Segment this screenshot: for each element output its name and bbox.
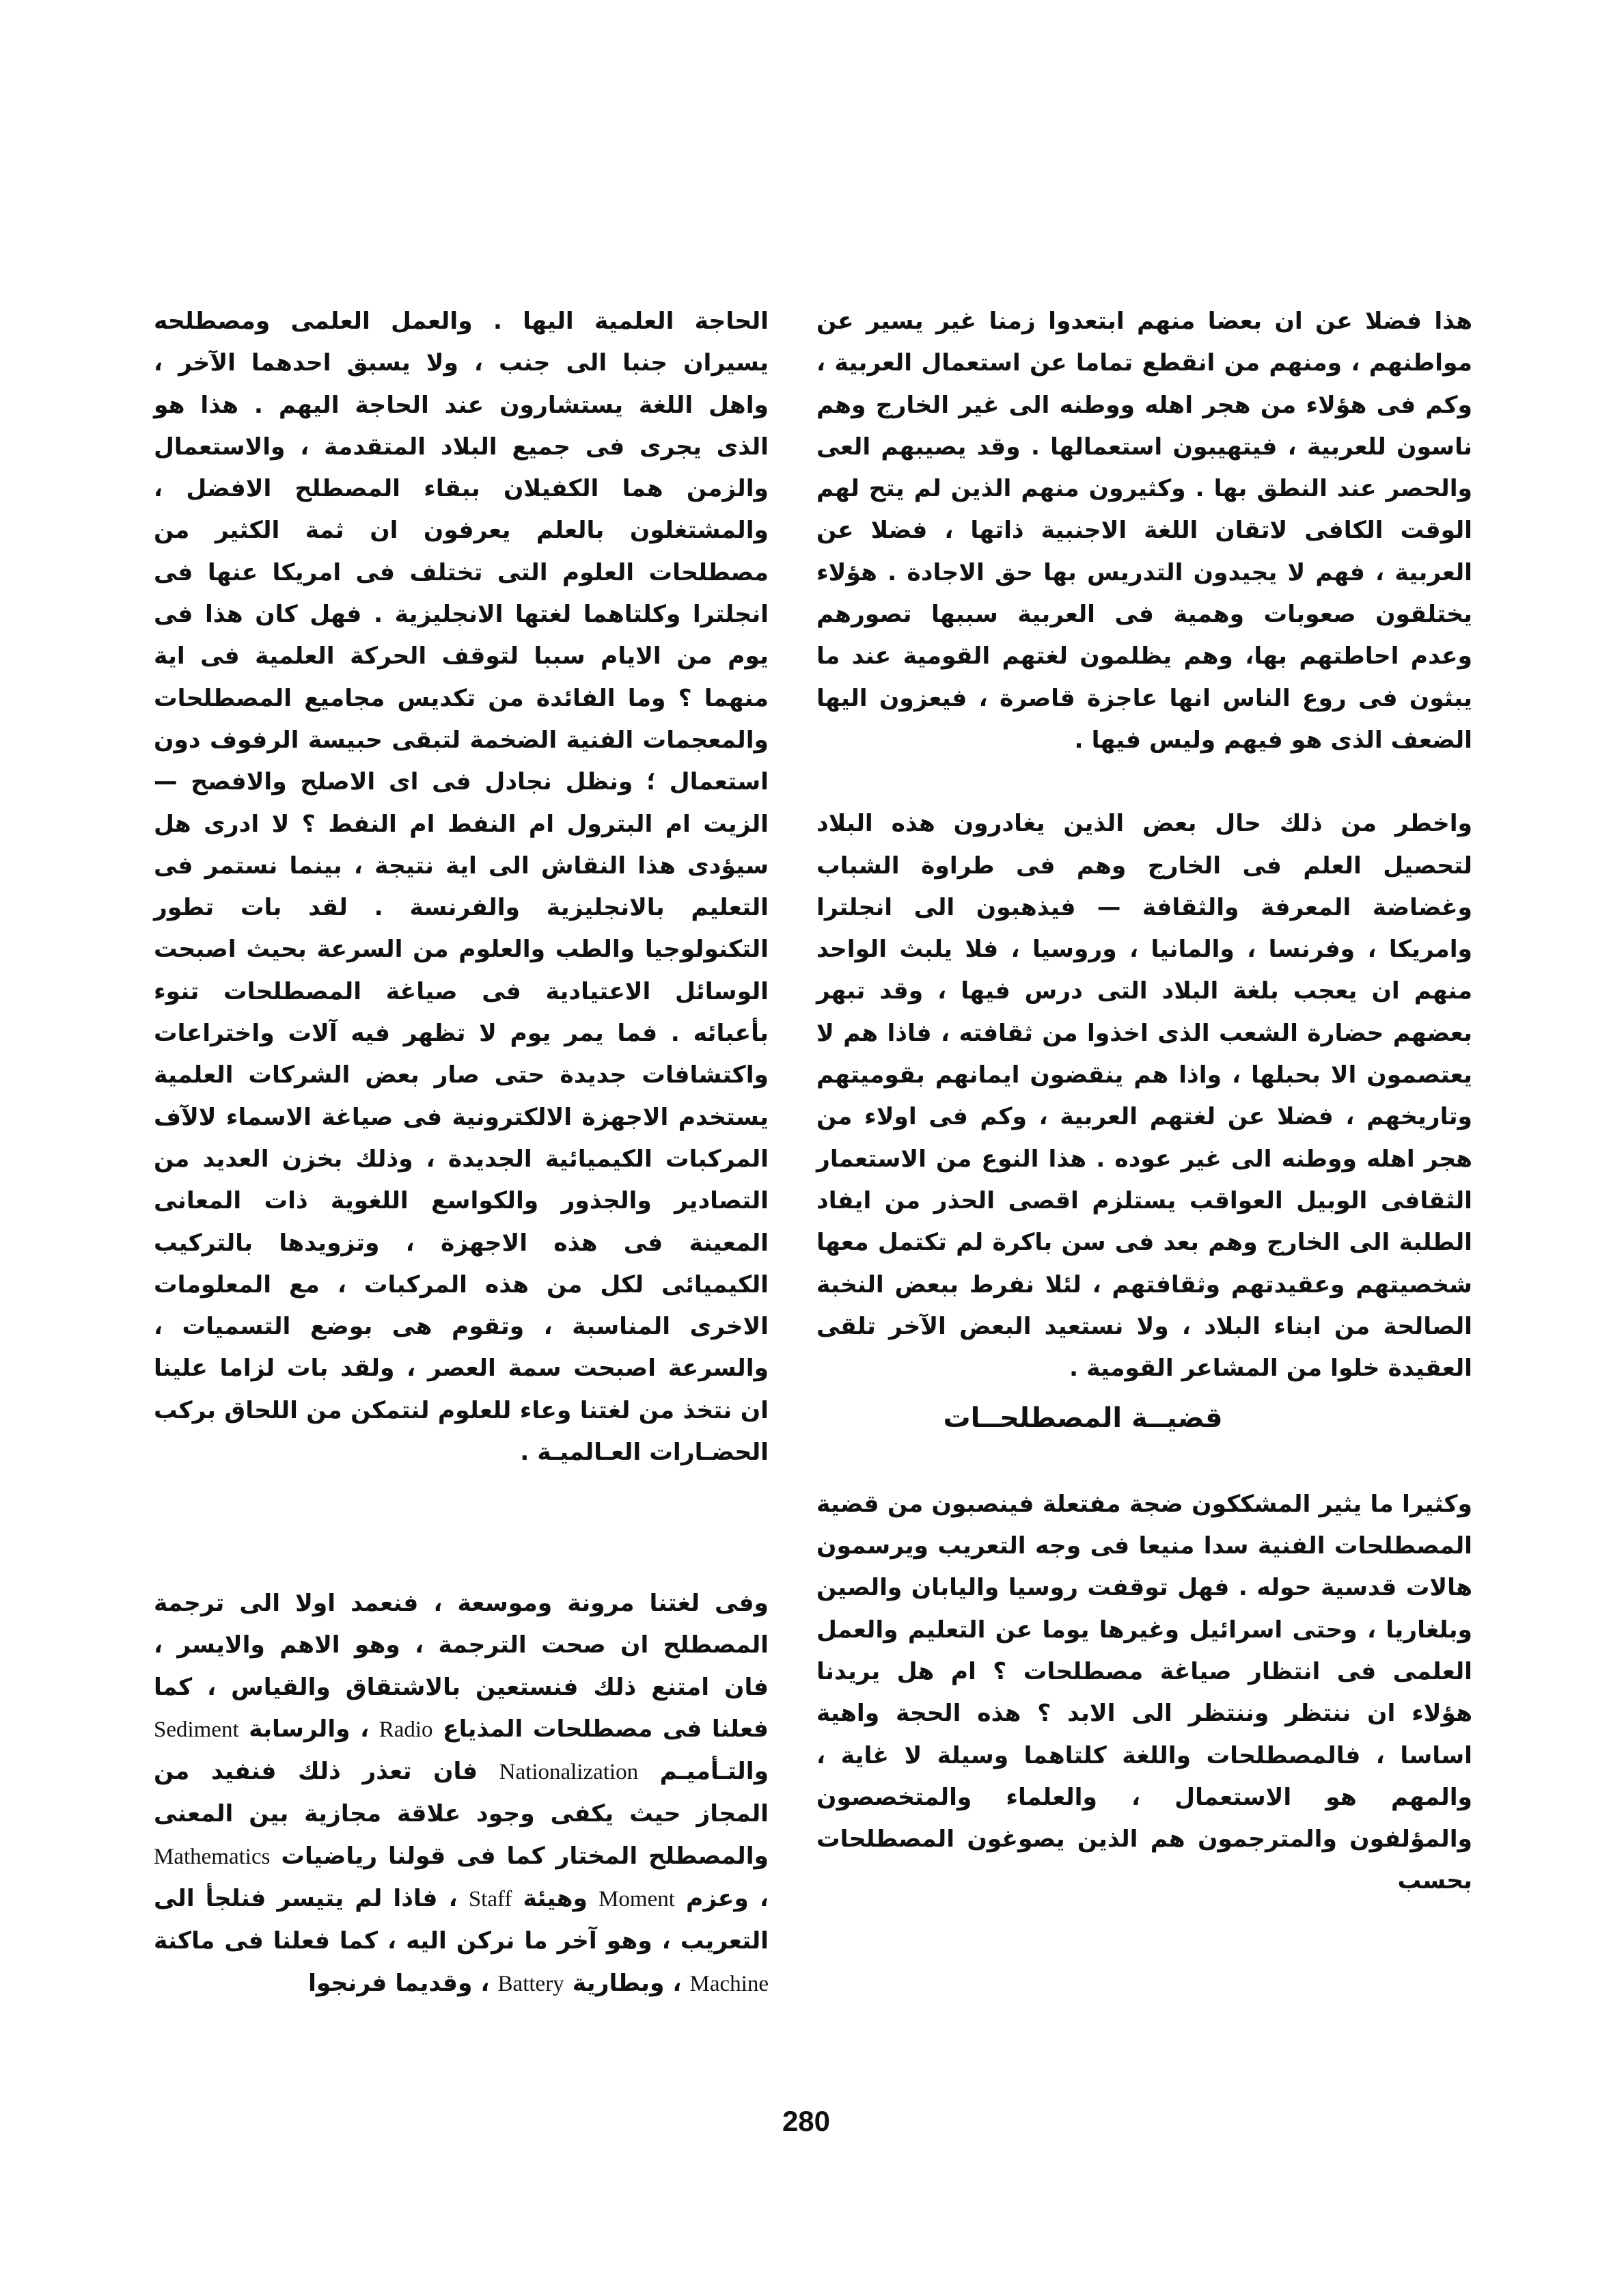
left-column <box>154 301 769 1997</box>
text-segment: وفى لغتنا مرونة وموسعة ، فنعمد اولا الى ترجمة المصطلح ان صحت الترجمة ، وهو الاهم والايسر ، فان امتنع ذلك فنستعين بالاشتقاق والقياس ، كما فعلنا فى مصطلحات المذياع <box>154 1590 769 1743</box>
body-paragraph <box>154 1583 769 2005</box>
left-lower-block <box>154 1583 769 2005</box>
text-segment: والتـأميـم <box>659 1758 769 1786</box>
latin-term: Mathematics <box>154 1844 271 1869</box>
text-segment: فان تعذر ذلك فنفيد من المجاز حيث يكفى وجود علاقة مجازية بين المعنى والمصطلح المختار كما فى قولنا رياضيات <box>154 1758 769 1870</box>
latin-term: Battery <box>497 1971 564 1996</box>
text-segment: ، وبطارية <box>572 1969 682 1997</box>
text-segment: ، وقديما فرنجوا <box>308 1969 490 1997</box>
section-heading: قضيــة المصطلحــات <box>943 1402 1223 1435</box>
right-column <box>816 301 1472 1903</box>
latin-term: Machine <box>689 1971 769 1996</box>
body-paragraph: هذا فضلا عن ان بعضا منهم ابتعدوا زمنا غير يسير عن مواطنهم ، ومنهم من انقطع تماما عن استعمال العربية ، وكم فى هؤلاء من هجر اهله ووطنه الى غير الخارج وهم ناسون للعربية ، فيتهيبون استعمالها . وقد يصيبهم العى والحصر عند النطق بها . وكثيرون منهم الذين لم يتح لهم الوقت الكافى لاتقان اللغة الاجنبية ذاتها ، فضلا عن العربية ، فهم لا يجيدون التدريس بها حق الاجادة . هؤلاء يختلقون صعوبات وهمية فى العربية سببها تصورهم وعدم احاطتهم بها، وهم يظلمون لغتهم القومية عند ما يبثون فى روع الناس انها عاجزة قاصرة ، فيعزون اليها الضعف الذى هو فيهم وليس فيها . <box>816 308 1472 754</box>
latin-term: Sediment <box>154 1717 239 1742</box>
page-number: 280 <box>782 2105 831 2137</box>
body-paragraph: الحاجة العلمية اليها . والعمل العلمى ومصطلحه يسيران جنبا الى جنب ، ولا يسبق احدهما الآخر ، واهل اللغة يستشارون عند الحاجة اليهم . هذا هو الذى يجرى فى جميع البلاد المتقدمة ، والاستعمال والزمن هما الكفيلان ببقاء المصطلح الافضل ، والمشتغلون بالعلم يعرفون ان ثمة الكثير من مصطلحات العلوم التى تختلف فى امريكا عنها فى انجلترا وكلتاهما لغتها الانجليزية . فهل كان هذا فى يوم من الايام سببا لتوقف الحركة العلمية فى اية منهما ؟ وما الفائدة من تكديس مجاميع المصطلحات والمعجمات الفنية الضخمة لتبقى حبيسة الرفوف دون استعمال ؛ ونظل نجادل فى اى الاصلح والافصح — الزيت ام البترول ام النفط ام النفط ؟ لا ادرى هل سيؤدى هذا النقاش الى اية نتيجة ، بينما نستمر فى التعليم بالانجليزية والفرنسة . لقد بات تطور التكنولوجيا والطب والعلوم من السرعة بحيث اصبحت الوسائل الاعتيادية فى صياغة المصطلحات تنوء بأعبائه . فما يمر يوم لا تظهر فيه آلات واختراعات واكتشافات جديدة حتى صار بعض الشركات العلمية يستخدم الاجهزة الالكترونية فى صياغة الاسماء لالآف المركبات الكيميائية الجديدة ، وذلك بخزن العديد من التصادير والجذور والكواسع اللغوية ذات المعانى المعينة فى هذه الاجهزة ، وتزويدها بالتركيب الكيميائى لكل من هذه المركبات ، مع المعلومات الاخرى المناسبة ، وتقوم هى بوضع التسميات ، والسرعة اصبحت سمة العصر ، ولقد بات لزاما علينا ان نتخذ من لغتنا وعاء للعلوم لنتمكن من اللحاق بركب الحضـارات العـالميـة . <box>154 308 769 1467</box>
latin-term: Staff <box>468 1887 512 1912</box>
text-segment: ، وعزم <box>686 1885 769 1913</box>
latin-term: Nationalization <box>499 1760 639 1785</box>
text-segment: ، فاذا لم يتيسر فنلجأ الى التعريب ، وهو آخر ما نركن اليه ، كما فعلنا فى ماكنة <box>154 1885 769 1955</box>
latin-term: Moment <box>598 1887 675 1912</box>
body-paragraph: وكثيرا ما يثير المشككون ضجة مفتعلة فينصبون من قضية المصطلحات الفنية سدا منيعا فى وجه التعريب ويرسمون هالات قدسية حوله . فهل توقفت روسيا واليابان والصين وبلغاريا ، وحتى اسرائيل وغيرها يوما عن التعليم والعمل العلمى فى انتظار صياغة مصطلحات ؟ ام هل يريدنا هؤلاء ان ننتظر وننتظر الى الابد ؟ هذه الحجة واهية اساسا ، فالمصطلحات واللغة كلتاهما وسيلة لا غاية ، والمهم هو الاستعمال ، والعلماء والمتخصصون والمؤلفون والمترجمون هم الذين يصوغون المصطلحات بحسب <box>816 1490 1472 1895</box>
text-segment: ، والرسابة <box>249 1715 370 1743</box>
latin-term: Radio <box>379 1717 433 1742</box>
body-paragraph: واخطر من ذلك حال بعض الذين يغادرون هذه البلاد لتحصيل العلم فى الخارج وهم فى طراوة الشباب وغضاضة المعرفة والثقافة — فيذهبون الى انجلترا وامريكا ، وفرنسا ، والمانيا ، وروسيا ، فلا يلبث الواحد منهم ان يعجب بلغة البلاد التى درس فيها ، وقد تبهر بعضهم حضارة الشعب الذى اخذوا من ثقافته ، فاذا هم لا يعتصمون الا بحبلها ، واذا هم ينقضون ايمانهم بقوميتهم وتاريخهم ، فضلا عن لغتهم العربية ، وكم فى اولاء من هجر اهله ووطنه الى غير عوده . هذا النوع من الاستعمار الثقافى الوبيل العواقب يستلزم اقصى الحذر من ايفاد الطلبة الى الخارج وهم بعد فى سن باكرة لم تكتمل معها شخصيتهم وعقيدتهم وثقافتهم ، لئلا نفرط ببعض النخبة الصالحة من ابناء البلاد ، ولا نستعيد البعض الآخر تلقى العقيدة خلوا من المشاعر القومية . <box>816 810 1472 1383</box>
text-segment: وهيئة <box>523 1885 588 1913</box>
